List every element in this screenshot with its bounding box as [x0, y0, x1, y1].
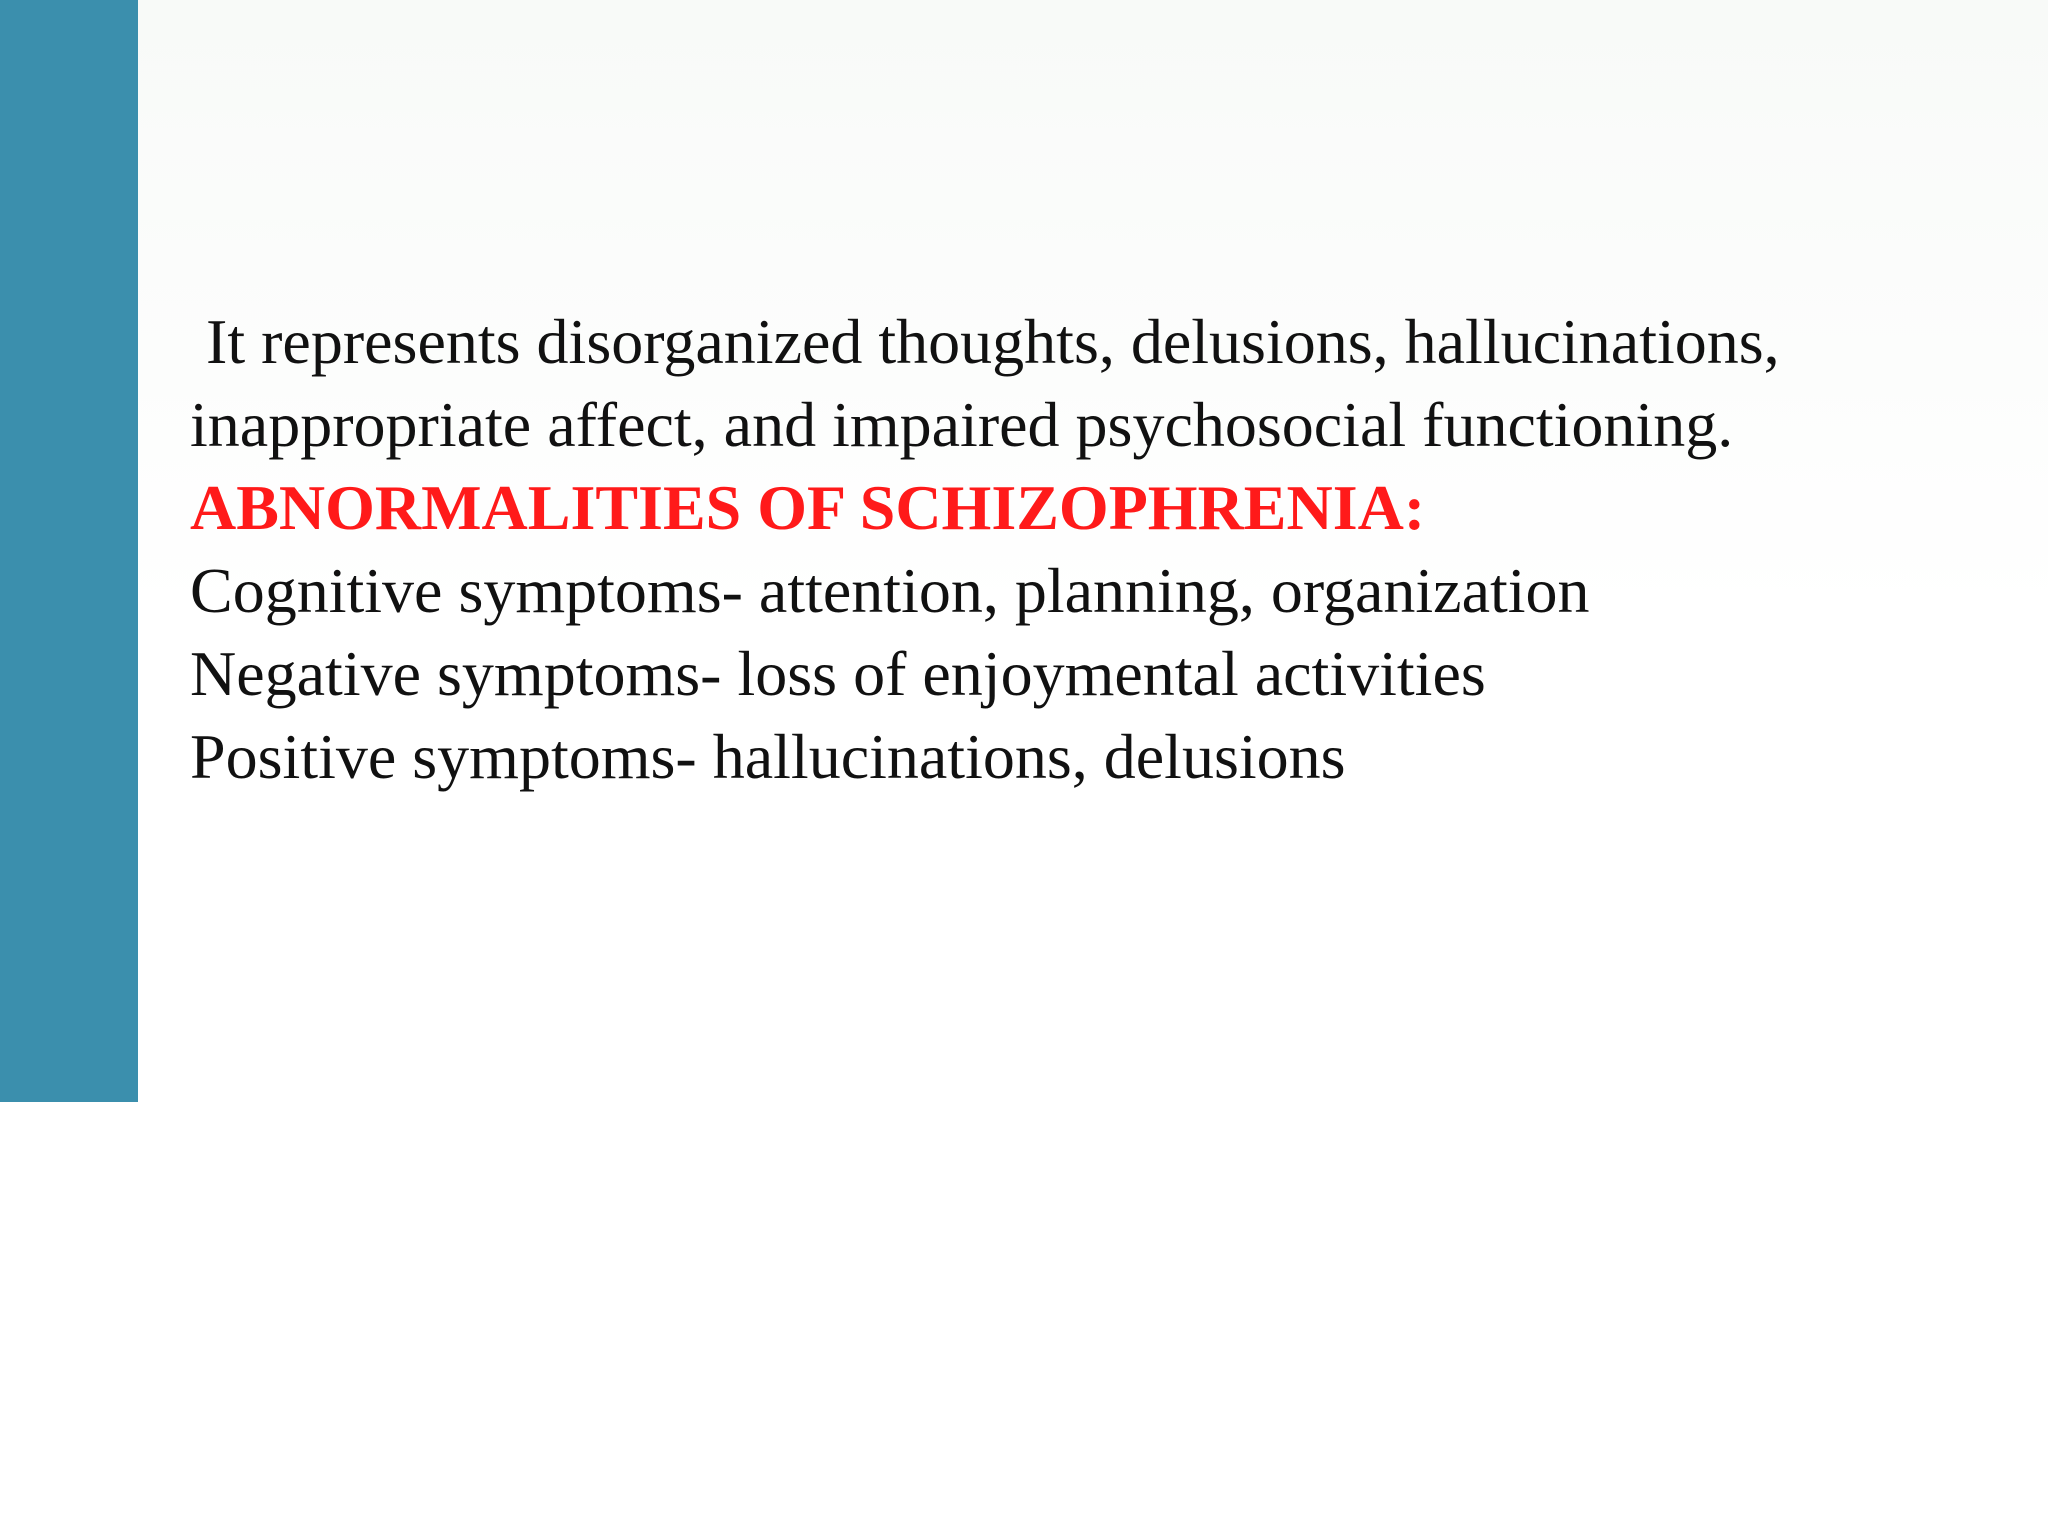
section-heading: ABNORMALITIES OF SCHIZOPHRENIA: [190, 472, 1426, 543]
symptom-item-negative: Negative symptoms- loss of enjoymental activities [190, 638, 1486, 709]
accent-bar [0, 0, 138, 1102]
intro-line-1: It represents disorganized thoughts, delusions, hallucinations, [206, 306, 1780, 377]
intro-line-2: inappropriate affect, and impaired psychosocial functioning. [190, 389, 1734, 460]
symptom-item-cognitive: Cognitive symptoms- attention, planning, organization [190, 555, 1590, 626]
symptom-item-positive: Positive symptoms- hallucinations, delusions [190, 721, 1346, 792]
slide-content [190, 300, 1990, 798]
